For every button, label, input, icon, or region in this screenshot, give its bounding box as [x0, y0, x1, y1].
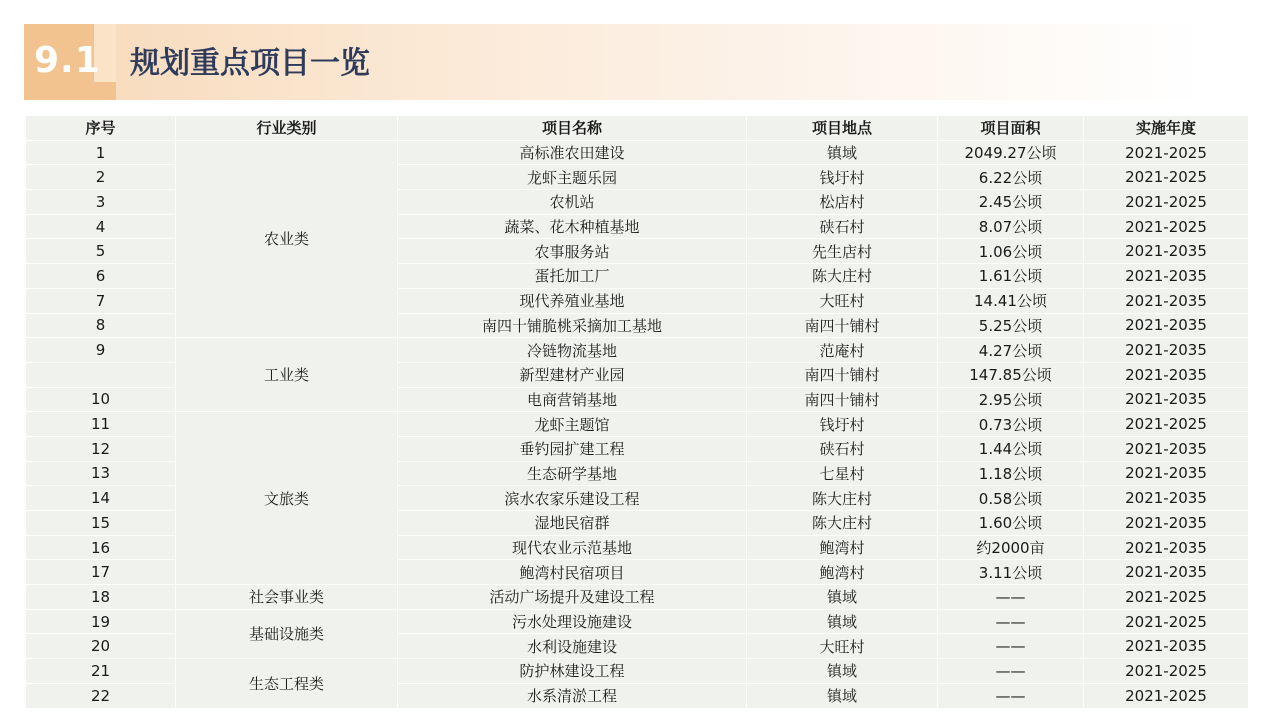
cell-year: 2021-2025 [1084, 609, 1249, 634]
cell-no: 11 [26, 412, 176, 437]
cell-no: 1 [26, 140, 176, 165]
cell-no: 10 [26, 387, 176, 412]
cell-area: 1.44公顷 [938, 436, 1084, 461]
cell-year: 2021-2035 [1084, 264, 1249, 289]
cell-category: 农业类 [176, 140, 398, 338]
cell-area: —— [938, 634, 1084, 659]
cell-area: 1.61公顷 [938, 264, 1084, 289]
cell-location: 镇域 [747, 683, 938, 708]
table-body [26, 140, 1249, 708]
cell-area: 5.25公顷 [938, 313, 1084, 338]
cell-area: 2.45公顷 [938, 190, 1084, 215]
cell-name: 生态研学基地 [398, 461, 747, 486]
cell-area: 3.11公顷 [938, 560, 1084, 585]
cell-year: 2021-2035 [1084, 338, 1249, 363]
cell-area: 1.06公顷 [938, 239, 1084, 264]
cell-year: 2021-2035 [1084, 436, 1249, 461]
cell-name: 蛋托加工厂 [398, 264, 747, 289]
cell-location: 范庵村 [747, 338, 938, 363]
cell-name: 南四十铺脆桃采摘加工基地 [398, 313, 747, 338]
cell-area: 6.22公顷 [938, 165, 1084, 190]
table-header-row [26, 116, 1249, 141]
cell-no: 20 [26, 634, 176, 659]
cell-no: 7 [26, 288, 176, 313]
cell-name: 防护林建设工程 [398, 659, 747, 684]
cell-location: 南四十铺村 [747, 362, 938, 387]
cell-year: 2021-2025 [1084, 683, 1249, 708]
table-row [26, 609, 1249, 634]
cell-no: 8 [26, 313, 176, 338]
cell-no: 21 [26, 659, 176, 684]
cell-area: —— [938, 659, 1084, 684]
cell-no: 9 [26, 338, 176, 363]
cell-location: 硖石村 [747, 214, 938, 239]
cell-no [26, 362, 176, 387]
cell-location: 南四十铺村 [747, 387, 938, 412]
cell-location: 先生店村 [747, 239, 938, 264]
table-row [26, 338, 1249, 363]
cell-year: 2021-2025 [1084, 165, 1249, 190]
cell-area: 2.95公顷 [938, 387, 1084, 412]
cell-name: 农机站 [398, 190, 747, 215]
cell-name: 农事服务站 [398, 239, 747, 264]
table-row [26, 659, 1249, 684]
column-header-area: 项目面积 [938, 116, 1084, 141]
cell-location: 钱圩村 [747, 412, 938, 437]
cell-area: 4.27公顷 [938, 338, 1084, 363]
cell-location: 硖石村 [747, 436, 938, 461]
cell-location: 镇域 [747, 585, 938, 610]
cell-area: 14.41公顷 [938, 288, 1084, 313]
cell-name: 冷链物流基地 [398, 338, 747, 363]
cell-no: 17 [26, 560, 176, 585]
cell-no: 6 [26, 264, 176, 289]
cell-year: 2021-2025 [1084, 412, 1249, 437]
cell-location: 松店村 [747, 190, 938, 215]
cell-location: 南四十铺村 [747, 313, 938, 338]
cell-name: 蔬菜、花木种植基地 [398, 214, 747, 239]
column-header-category: 行业类别 [176, 116, 398, 141]
page-title: 规划重点项目一览 [130, 46, 370, 81]
cell-no: 13 [26, 461, 176, 486]
cell-year: 2021-2025 [1084, 585, 1249, 610]
cell-year: 2021-2035 [1084, 511, 1249, 536]
cell-location: 七星村 [747, 461, 938, 486]
column-header-location: 项目地点 [747, 116, 938, 141]
table-row [26, 412, 1249, 437]
cell-area: —— [938, 683, 1084, 708]
cell-area: —— [938, 609, 1084, 634]
cell-no: 22 [26, 683, 176, 708]
cell-name: 水利设施建设 [398, 634, 747, 659]
cell-name: 鲍湾村民宿项目 [398, 560, 747, 585]
cell-no: 12 [26, 436, 176, 461]
cell-name: 现代养殖业基地 [398, 288, 747, 313]
cell-year: 2021-2025 [1084, 140, 1249, 165]
cell-year: 2021-2035 [1084, 634, 1249, 659]
cell-category: 文旅类 [176, 412, 398, 585]
cell-no: 14 [26, 486, 176, 511]
cell-location: 陈大庄村 [747, 511, 938, 536]
cell-area: —— [938, 585, 1084, 610]
cell-year: 2021-2035 [1084, 239, 1249, 264]
cell-category: 社会事业类 [176, 585, 398, 610]
cell-area: 2049.27公顷 [938, 140, 1084, 165]
cell-year: 2021-2035 [1084, 288, 1249, 313]
cell-name: 现代农业示范基地 [398, 535, 747, 560]
cell-location: 鲍湾村 [747, 535, 938, 560]
cell-year: 2021-2035 [1084, 461, 1249, 486]
cell-category: 生态工程类 [176, 659, 398, 708]
cell-category: 基础设施类 [176, 609, 398, 658]
cell-name: 垂钓园扩建工程 [398, 436, 747, 461]
cell-name: 湿地民宿群 [398, 511, 747, 536]
cell-category: 工业类 [176, 338, 398, 412]
cell-area: 约2000亩 [938, 535, 1084, 560]
cell-no: 16 [26, 535, 176, 560]
cell-name: 电商营销基地 [398, 387, 747, 412]
cell-location: 镇域 [747, 659, 938, 684]
column-header-name: 项目名称 [398, 116, 747, 141]
cell-location: 镇域 [747, 140, 938, 165]
table-row [26, 585, 1249, 610]
cell-name: 滨水农家乐建设工程 [398, 486, 747, 511]
cell-name: 污水处理设施建设 [398, 609, 747, 634]
cell-year: 2021-2025 [1084, 659, 1249, 684]
cell-no: 5 [26, 239, 176, 264]
cell-name: 新型建材产业园 [398, 362, 747, 387]
cell-location: 陈大庄村 [747, 486, 938, 511]
cell-no: 19 [26, 609, 176, 634]
cell-location: 钱圩村 [747, 165, 938, 190]
cell-no: 3 [26, 190, 176, 215]
cell-no: 15 [26, 511, 176, 536]
cell-location: 鲍湾村 [747, 560, 938, 585]
cell-name: 高标准农田建设 [398, 140, 747, 165]
projects-table [25, 115, 1249, 709]
cell-no: 18 [26, 585, 176, 610]
cell-year: 2021-2025 [1084, 190, 1249, 215]
cell-area: 8.07公顷 [938, 214, 1084, 239]
cell-name: 龙虾主题馆 [398, 412, 747, 437]
cell-year: 2021-2025 [1084, 214, 1249, 239]
cell-year: 2021-2035 [1084, 387, 1249, 412]
cell-year: 2021-2035 [1084, 560, 1249, 585]
cell-area: 0.73公顷 [938, 412, 1084, 437]
column-header-no: 序号 [26, 116, 176, 141]
cell-year: 2021-2035 [1084, 313, 1249, 338]
cell-area: 1.60公顷 [938, 511, 1084, 536]
cell-year: 2021-2035 [1084, 486, 1249, 511]
cell-year: 2021-2035 [1084, 362, 1249, 387]
cell-no: 2 [26, 165, 176, 190]
column-header-year: 实施年度 [1084, 116, 1249, 141]
cell-name: 水系清淤工程 [398, 683, 747, 708]
cell-no: 4 [26, 214, 176, 239]
cell-year: 2021-2035 [1084, 535, 1249, 560]
cell-location: 大旺村 [747, 634, 938, 659]
cell-area: 1.18公顷 [938, 461, 1084, 486]
cell-name: 活动广场提升及建设工程 [398, 585, 747, 610]
table-row [26, 140, 1249, 165]
cell-area: 147.85公顷 [938, 362, 1084, 387]
cell-name: 龙虾主题乐园 [398, 165, 747, 190]
cell-location: 大旺村 [747, 288, 938, 313]
cell-area: 0.58公顷 [938, 486, 1084, 511]
section-number: 9.1 [34, 40, 101, 81]
cell-location: 陈大庄村 [747, 264, 938, 289]
cell-location: 镇域 [747, 609, 938, 634]
